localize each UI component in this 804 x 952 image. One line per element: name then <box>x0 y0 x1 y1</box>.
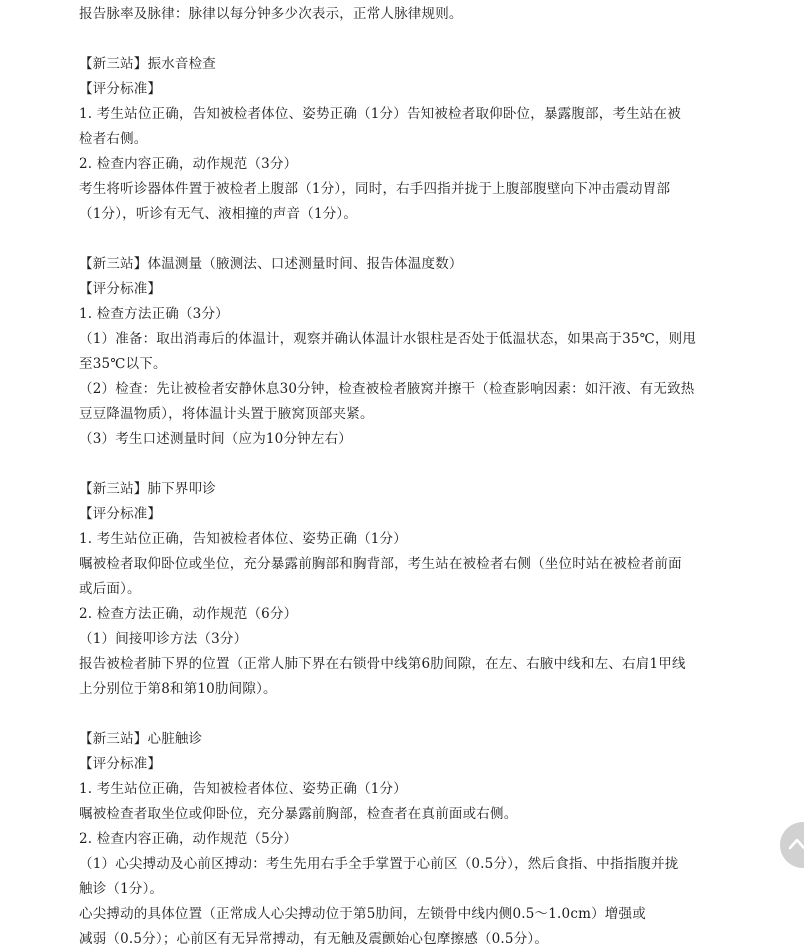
text-line: 检者右侧。 <box>79 131 148 147</box>
criteria-heading: 【评分标准】 <box>79 281 162 297</box>
text-line: 1. 检查方法正确（3分） <box>79 306 229 322</box>
text-line: 至35℃以下。 <box>79 356 167 372</box>
text-line: 触诊（1分）。 <box>79 881 164 897</box>
section-heading: 【新三站】体温测量（腋测法、口述测量时间、报告体温度数） <box>79 256 463 272</box>
text-line: 报告被检者肺下界的位置（正常人肺下界在右锁骨中线第6肋间隙，在左、右腋中线和左、右肩1甲线 <box>79 656 686 672</box>
section-heading: 【新三站】肺下界叩诊 <box>79 481 216 497</box>
text-line: 或后面）。 <box>79 581 141 597</box>
text-line: （1）准备：取出消毒后的体温计，观察并确认体温计水银柱是否处于低温状态，如果高于35℃，则甩 <box>79 331 697 347</box>
criteria-heading: 【评分标准】 <box>79 756 162 772</box>
text-line: （1）心尖搏动及心前区搏动：考生先用右手全手掌置于心前区（0.5分），然后食指、中指指腹并拢 <box>79 856 679 872</box>
text-line: 上分别位于第8和第10肋间隙）。 <box>79 681 277 697</box>
text-line: 嘱被检查者取坐位或仰卧位，充分暴露前胸部，检查者在真前面或右侧。 <box>79 806 518 822</box>
text-line: 豆豆降温物质），将体温计头置于腋窝顶部夹紧。 <box>79 406 374 422</box>
text-line: 1. 考生站位正确，告知被检者体位、姿势正确（1分） <box>79 531 407 547</box>
text-line: 嘱被检者取仰卧位或坐位，充分暴露前胸部和胸背部，考生站在被检者右侧（坐位时站在被检者前面 <box>79 556 682 572</box>
text-line: （1）间接叩诊方法（3分） <box>79 631 248 647</box>
section-heading: 【新三站】心脏触诊 <box>79 731 203 747</box>
text-line: 减弱（0.5分）；心前区有无异常搏动，有无触及震颤始心包摩擦感（0.5分）。 <box>79 931 549 947</box>
text-line: 2. 检查方法正确，动作规范（6分） <box>79 606 298 622</box>
text-line: 心尖搏动的具体位置（正常成人心尖搏动位于第5肋间，左锁骨中线内侧0.5～1.0cm）增强或 <box>79 906 646 922</box>
text-line: 1. 考生站位正确，告知被检者体位、姿势正确（1分）告知被检者取仰卧位，暴露腹部，考生站在被 <box>79 106 681 122</box>
text-line: 2. 检查内容正确，动作规范（3分） <box>79 156 298 172</box>
text-line: 考生将听诊器体件置于被检者上腹部（1分），同时，右手四指并拢于上腹部腹壁向下冲击震动胃部 <box>79 181 671 197</box>
chevron-up-icon <box>788 834 804 854</box>
text-line: （1分），听诊有无气、液相撞的声音（1分）。 <box>79 206 358 222</box>
text-line: （3）考生口述测量时间（应为10分钟左右） <box>79 431 352 447</box>
text-line: 1. 考生站位正确，告知被检者体位、姿势正确（1分） <box>79 781 407 797</box>
text-line: 2. 检查内容正确，动作规范（5分） <box>79 831 298 847</box>
text-line: （2）检查：先让被检者安静休息30分钟，检查被检者腋窝并擦干（检查影响因素：如汗液、有无致热 <box>79 381 695 397</box>
text-line: 报告脉率及脉律：脉律以每分钟多少次表示，正常人脉律规则。 <box>79 6 463 22</box>
criteria-heading: 【评分标准】 <box>79 506 162 522</box>
criteria-heading: 【评分标准】 <box>79 81 162 97</box>
section-heading: 【新三站】振水音检查 <box>79 56 216 72</box>
